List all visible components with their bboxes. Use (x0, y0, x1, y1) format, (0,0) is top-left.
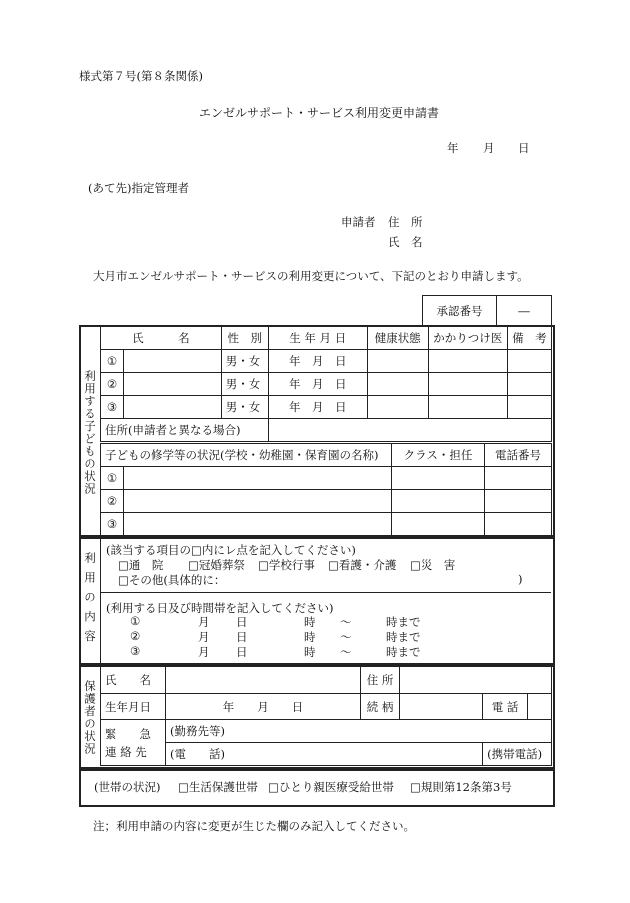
child-birth[interactable]: 年 月 日 (268, 373, 367, 396)
header-birth: 生 年 月 日 (268, 327, 367, 350)
class-header: クラス・担任 (392, 444, 485, 467)
time-until: 時まで (386, 645, 421, 659)
guardian-birth-label: 生年月日 (101, 694, 166, 720)
form-number: 様式第７号(第８条関係) (79, 69, 203, 83)
guardian-birth-value[interactable]: 年 月 日 (166, 694, 361, 720)
time-row-no: ① (130, 614, 141, 628)
child-name-field[interactable] (124, 396, 222, 419)
child-gender[interactable]: 男・女 (221, 396, 268, 419)
time-sep: ～ (340, 630, 352, 644)
time-day: 日 (236, 615, 248, 629)
school-name-field[interactable] (124, 490, 392, 513)
emergency-label: 緊 急 (105, 726, 151, 741)
school-table (100, 443, 552, 536)
school-phone-field[interactable] (485, 467, 552, 490)
time-until: 時まで (386, 630, 421, 644)
approval-label: 承認番号 (423, 296, 497, 326)
header-gender: 性 別 (221, 327, 268, 350)
children-section-label: 利用する子どもの状況 (83, 370, 97, 495)
footnote: 注；利用申請の内容に変更が生じた欄のみ記入してください。 (93, 819, 415, 833)
child-birth[interactable]: 年 月 日 (268, 396, 367, 419)
child-doctor-field[interactable] (428, 373, 507, 396)
child-no: ② (101, 373, 124, 396)
applicant-label: 申請者 (341, 215, 376, 229)
time-hour: 時 (304, 615, 316, 629)
reason-disaster[interactable]: □災 害 (410, 558, 456, 572)
reason-hospital[interactable]: □通 院 (118, 558, 164, 572)
time-note: (利用する日及び時間帯を記入してください) (106, 601, 334, 615)
school-phone-field[interactable] (485, 513, 552, 536)
time-day: 日 (236, 630, 248, 644)
child-remarks-field[interactable] (507, 373, 551, 396)
reason-other-close: ) (518, 572, 523, 586)
header-doctor: かかりつけ医 (428, 327, 507, 350)
time-row-no: ③ (130, 644, 141, 658)
class-field[interactable] (392, 513, 485, 536)
date-year: 年 (447, 141, 459, 155)
child-remarks-field[interactable] (507, 396, 551, 419)
school-row (101, 513, 552, 536)
school-name-field[interactable] (124, 513, 392, 536)
child-name-field[interactable] (124, 373, 222, 396)
header-name: 氏 名 (101, 327, 222, 350)
school-no: ② (101, 490, 124, 513)
child-doctor-field[interactable] (428, 350, 507, 373)
school-no: ① (101, 467, 124, 490)
page-title: エンゼルサポート・サービス利用変更申請書 (199, 106, 440, 120)
date-day: 日 (518, 141, 530, 155)
school-row (101, 490, 552, 513)
children-table (100, 326, 552, 442)
time-row-no: ② (130, 629, 141, 643)
child-row (101, 373, 552, 396)
time-hour: 時 (304, 630, 316, 644)
school-header: 子どもの修学等の状況(学校・幼稚園・保育園の名称) (101, 444, 392, 467)
reason-ceremony[interactable]: □冠婚葬祭 (188, 558, 245, 572)
time-sep: ～ (340, 615, 352, 629)
household-single-parent[interactable]: □ひとり親医療受給世帯 (268, 780, 394, 794)
header-remarks: 備 考 (507, 327, 551, 350)
approval-value: ― (497, 296, 552, 326)
intro-text: 大月市エンゼルサポート・サービスの利用変更について、下記のとおり申請します。 (93, 269, 529, 283)
school-name-field[interactable] (124, 467, 392, 490)
guardian-relation-field[interactable] (400, 694, 483, 720)
child-gender[interactable]: 男・女 (221, 373, 268, 396)
child-health-field[interactable] (367, 396, 428, 419)
emergency-tel-field[interactable]: (電 話) (166, 743, 483, 766)
header-health: 健康状態 (367, 327, 428, 350)
child-no: ① (101, 350, 124, 373)
child-gender[interactable]: 男・女 (221, 350, 268, 373)
time-until: 時まで (386, 615, 421, 629)
child-name-field[interactable] (124, 350, 222, 373)
reason-note: (該当する項目の□内にレ点を記入してください) (106, 543, 356, 557)
school-row (101, 467, 552, 490)
guardian-name-label: 氏 名 (101, 666, 166, 694)
time-sep: ～ (340, 645, 352, 659)
child-remarks-field[interactable] (507, 350, 551, 373)
guardian-section-label: 保護者の状況 (83, 680, 97, 755)
time-hour: 時 (304, 645, 316, 659)
guardian-address-field[interactable] (400, 666, 552, 694)
school-phone-field[interactable] (485, 490, 552, 513)
reason-care[interactable]: □看護・介護 (328, 558, 397, 572)
mobile-field[interactable]: (携帯電話) (483, 743, 552, 766)
child-birth[interactable]: 年 月 日 (268, 350, 367, 373)
reason-other[interactable]: □その他(具体的に： (118, 573, 226, 587)
emergency-contact-label (101, 720, 166, 766)
guardian-name-field[interactable] (166, 666, 361, 694)
child-row (101, 350, 552, 373)
time-month: 月 (198, 630, 210, 644)
time-month: 月 (198, 615, 210, 629)
guardian-relation-label: 続 柄 (361, 694, 400, 720)
child-address-field[interactable] (268, 419, 551, 442)
child-doctor-field[interactable] (428, 396, 507, 419)
reason-school-event[interactable]: □学校行事 (258, 558, 315, 572)
guardian-table (100, 665, 552, 766)
household-welfare[interactable]: □生活保護世帯 (178, 780, 258, 794)
addressee: (あて先)指定管理者 (88, 181, 189, 195)
child-health-field[interactable] (367, 350, 428, 373)
child-health-field[interactable] (367, 373, 428, 396)
household-rule12[interactable]: □規則第12条第3号 (410, 780, 512, 794)
applicant-name-label: 氏 名 (388, 235, 423, 249)
household-label: (世帯の状況) (94, 780, 161, 794)
school-no: ③ (101, 513, 124, 536)
class-field[interactable] (392, 467, 485, 490)
guardian-address-label: 住 所 (361, 666, 400, 694)
time-month: 月 (198, 645, 210, 659)
guardian-phone-label: 電 話 (483, 694, 528, 720)
workplace-field[interactable]: (勤務先等) (166, 720, 552, 743)
child-address-label: 住所(申請者と異なる場合) (101, 419, 269, 442)
date-month: 月 (483, 141, 495, 155)
applicant-address-label: 住 所 (388, 215, 423, 229)
school-phone-header: 電話番号 (485, 444, 552, 467)
guardian-phone-field[interactable] (528, 694, 552, 720)
class-field[interactable] (392, 490, 485, 513)
time-day: 日 (236, 645, 248, 659)
child-row (101, 396, 552, 419)
child-no: ③ (101, 396, 124, 419)
approval-box (422, 295, 552, 326)
usage-section-label: 利用の内容 (83, 552, 97, 650)
contact-label: 連 絡 先 (105, 744, 147, 759)
